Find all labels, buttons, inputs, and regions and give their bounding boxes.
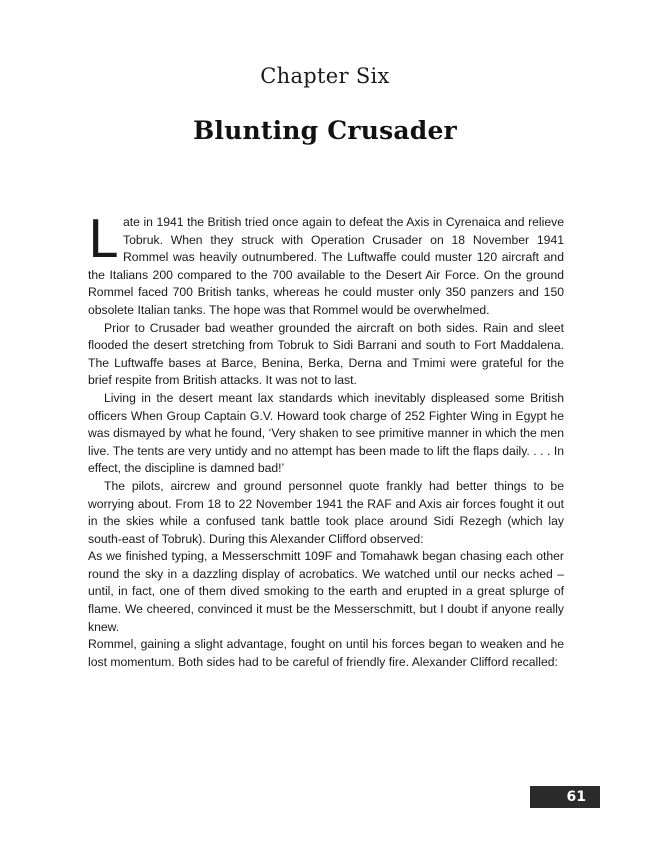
paragraph-5: Rommel, gaining a slight advantage, fought on until his forces began to weaken and he lost momentum. Both sides had to be careful of friendly fire. Alexander Clifford recalled: bbox=[88, 637, 564, 669]
paragraph-2: Prior to Crusader bad weather grounded the aircraft on both sides. Rain and sleet flooded the desert stretching from Tobruk to Sidi Barrani and south to Fort Maddalena. The Luftwaffe bases at Barce, Benina, Berka, Derna and Tmimi were grateful for the brief respite from British attacks. It was not to last. bbox=[88, 320, 564, 388]
paragraph-1-text: ate in 1941 the British tried once again to defeat the Axis in Cyrenaica and relieve Tobruk. When they struck with Operation Crusader on 18 November 1941 Rommel was heavily outnumbered. The Luftwaffe could muster 120 aircraft and the Italians 200 compared to the 700 available to the Desert Air Force. On the ground Rommel faced 700 British tanks, whereas he could muster only 350 panzers and 150 obsolete Italian tanks. The hope was that Rommel would be overwhelmed. bbox=[88, 215, 564, 317]
chapter-title: Blunting Crusader bbox=[193, 116, 457, 145]
chapter-label: Chapter Six bbox=[260, 64, 390, 88]
paragraph-3: Living in the desert meant lax standards which inevitably displeased some British officers When Group Captain G.V. Howard took charge of 252 Fighter Wing in Egypt he was dismayed by what he found, ‘Very shaken to see primitive manner in which the men live. The tents are very untidy and no attempt has been made to lift the flaps daily. . . . In effect, the discipline is damned bad!’ bbox=[88, 390, 564, 476]
paragraph-4: The pilots, aircrew and ground personnel quote frankly had better things to be worrying about. From 18 to 22 November 1941 the RAF and Axis air forces fought it out in the skies while a confused tank battle took place around Sidi Rezegh (which lay south-east of Tobruk). During this Alexander Clifford observed: bbox=[88, 478, 564, 546]
paragraph-1 bbox=[88, 210, 564, 320]
body-text bbox=[88, 210, 564, 671]
block-quote: As we finished typing, a Messerschmitt 109F and Tomahawk began chasing each other round the sky in a dazzling display of acrobatics. We watched until our necks ached – until, in fact, one of them dived smoking to the earth and erupted in a great splurge of flame. We cheered, convinced it must be the Messerschmitt, but I doubt if anyone really knew. bbox=[88, 549, 564, 634]
page-number-box bbox=[530, 786, 600, 808]
page-number: 61 bbox=[566, 789, 586, 805]
drop-cap: L bbox=[88, 210, 117, 270]
